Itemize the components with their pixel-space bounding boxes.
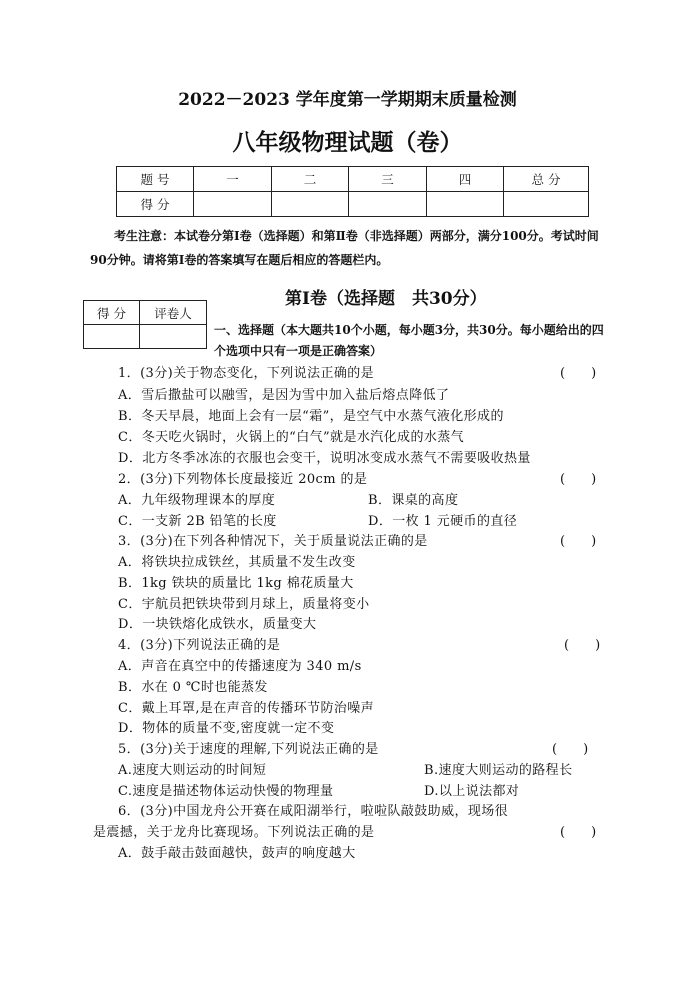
q1-option-a: A．雪后撒盐可以融雪，是因为雪中加入盐后熔点降低了 <box>118 388 450 403</box>
score-blank[interactable] <box>427 192 504 217</box>
score-blank[interactable] <box>272 192 349 217</box>
q1-option-c: C．冬天吃火锅时，火锅上的“白气”就是水汽化成的水蒸气 <box>118 430 465 445</box>
score-cell: 总 分 <box>504 167 589 192</box>
q6-answer-paren[interactable]: ( ) <box>560 825 597 840</box>
section-title: 第Ⅰ卷（选择题 共30分） <box>285 289 487 309</box>
score-cell: 三 <box>349 167 427 192</box>
q4-option-d: D．物体的质量不变,密度就一定不变 <box>118 721 335 736</box>
q3-option-d: D．一块铁熔化成铁水，质量变大 <box>118 617 317 632</box>
score-blank[interactable] <box>194 192 272 217</box>
q4-stem: 4．(3分)下列说法正确的是 <box>118 638 281 653</box>
q6-stem-line1: 6．(3分)中国龙舟公开赛在咸阳湖举行，啦啦队敲鼓助威，现场很 <box>118 804 509 819</box>
section-intro: 一、选择题（本大题共10个小题，每小题3分，共30分。每小题给出的四个选项中只有一项是正确答案） <box>214 323 604 358</box>
exam-title-line2: 八年级物理试题（卷） <box>232 129 463 156</box>
q2-option-d: D．一枚 1 元硬币的直径 <box>368 514 518 529</box>
q6-stem-line2: 是震撼，关于龙舟比赛现场。下列说法正确的是 <box>93 825 375 840</box>
q4-option-c: C．戴上耳罩,是在声音的传播环节防治噪声 <box>118 701 375 716</box>
score-blank[interactable] <box>504 192 589 217</box>
q1-answer-paren[interactable]: ( ) <box>560 366 597 381</box>
q3-answer-paren[interactable]: ( ) <box>560 534 597 549</box>
score-cell: 一 <box>194 167 272 192</box>
grader-blank[interactable] <box>84 325 140 349</box>
exam-title-line1: 2022－2023 学年度第一学期期末质量检测 <box>178 90 517 110</box>
score-cell: 得 分 <box>117 192 194 217</box>
q3-option-a: A．将铁块拉成铁丝，其质量不发生改变 <box>118 555 356 570</box>
q4-option-b: B．水在 0 ℃时也能蒸发 <box>118 680 268 695</box>
q3-option-b: B．1kg 铁块的质量比 1kg 棉花质量大 <box>118 576 354 591</box>
q2-option-a: A．九年级物理课本的厚度 <box>118 493 276 508</box>
score-table <box>116 166 589 217</box>
q2-stem: 2．(3分)下列物体长度最接近 20cm 的是 <box>118 472 368 487</box>
q3-stem: 3．(3分)在下列各种情况下，关于质量说法正确的是 <box>118 534 428 549</box>
q1-option-b: B．冬天早晨，地面上会有一层“霜”，是空气中水蒸气液化形成的 <box>118 409 504 424</box>
q1-option-d: D．北方冬季冰冻的衣服也会变干，说明冰变成水蒸气不需要吸收热量 <box>118 451 531 466</box>
q4-answer-paren[interactable]: ( ) <box>564 638 601 653</box>
q1-stem: 1．(3分)关于物态变化，下列说法正确的是 <box>118 366 375 381</box>
q5-option-d: D.以上说法都对 <box>424 784 520 799</box>
grader-table <box>83 300 207 349</box>
q5-stem: 5．(3分)关于速度的理解,下列说法正确的是 <box>118 742 379 757</box>
q2-answer-paren[interactable]: ( ) <box>560 472 597 487</box>
q5-answer-paren[interactable]: ( ) <box>552 742 589 757</box>
score-cell: 题 号 <box>117 167 194 192</box>
score-blank[interactable] <box>349 192 427 217</box>
grader-score-label: 得 分 <box>84 301 140 325</box>
q2-option-b: B．课桌的高度 <box>368 493 459 508</box>
score-cell: 二 <box>272 167 349 192</box>
q5-option-a: A.速度大则运动的时间短 <box>118 763 267 778</box>
score-table-header-row <box>117 167 589 192</box>
q3-option-c: C．宇航员把铁块带到月球上，质量将变小 <box>118 597 370 612</box>
exam-notice: 考生注意：本试卷分第Ⅰ卷（选择题）和第Ⅱ卷（非选择题）两部分，满分100分。考试时间90分钟。请将第Ⅰ卷的答案填写在题后相应的答题栏内。 <box>90 229 599 267</box>
q5-option-c: C.速度是描述物体运动快慢的物理量 <box>118 784 334 799</box>
q6-option-a: A．鼓手敲击鼓面越快，鼓声的响度越大 <box>118 846 356 861</box>
score-table-score-row <box>117 192 589 217</box>
q4-option-a: A．声音在真空中的传播速度为 340 m/s <box>118 659 362 674</box>
q5-option-b: B.速度大则运动的路程长 <box>424 763 573 778</box>
grader-blank[interactable] <box>140 325 207 349</box>
score-cell: 四 <box>427 167 504 192</box>
q2-option-c: C．一支新 2B 铅笔的长度 <box>118 514 277 529</box>
grader-name-label: 评卷人 <box>140 301 207 325</box>
